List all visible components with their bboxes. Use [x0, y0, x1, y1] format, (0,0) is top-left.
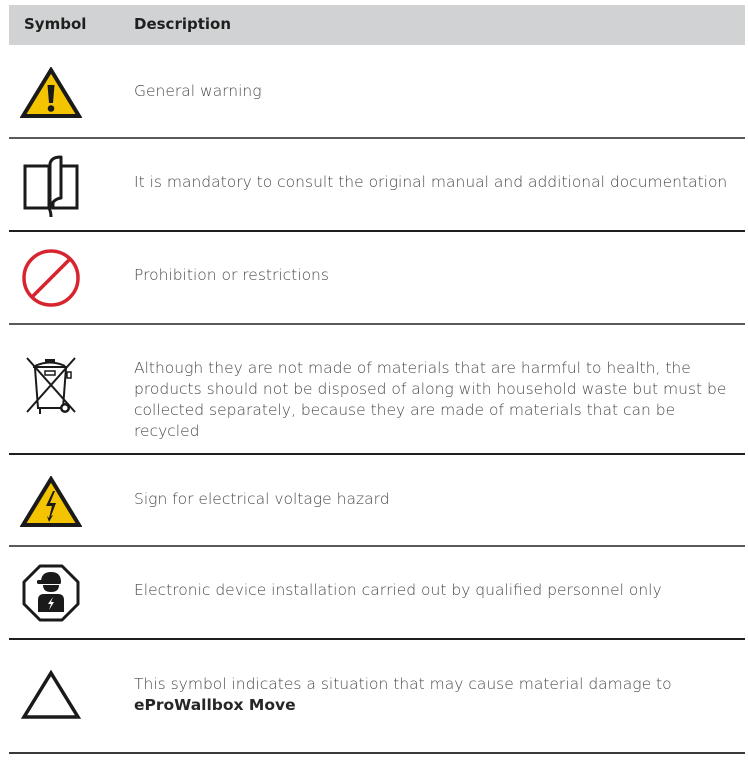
symbols-table: [9, 5, 745, 754]
row-description: General warning: [134, 82, 262, 100]
header-description: Description: [134, 15, 232, 33]
row-description: [134, 674, 737, 716]
row-description: Prohibition or restrictions: [134, 266, 329, 284]
table-row: [9, 455, 745, 547]
qualified-personnel-icon: [20, 563, 82, 623]
table-row: [9, 325, 745, 455]
row-description: It is mandatory to consult the original manual and additional documentation: [134, 173, 728, 191]
electrical-hazard-icon: [20, 475, 82, 529]
row-description: Although they are not made of materials that are harmful to health, the products should not be disposed of along with household waste but must be collected separately, because they are made of materials that can be recycled: [134, 359, 727, 440]
header-symbol: Symbol: [24, 15, 87, 33]
manual-book-icon: [20, 154, 82, 218]
row-description: Electronic device installation carried out by qualified personnel only: [134, 581, 662, 599]
description-text: This symbol indicates a situation that may cause material damage to: [134, 675, 672, 693]
material-damage-triangle-icon: [20, 668, 82, 722]
row-description: Sign for electrical voltage hazard: [134, 490, 390, 508]
table-header: [9, 5, 745, 45]
crossed-bin-weee-icon: [20, 355, 82, 421]
product-name: eProWallbox Move: [134, 696, 296, 714]
table-row: [9, 45, 745, 139]
table-row: [9, 640, 745, 754]
general-warning-icon: [20, 65, 82, 121]
prohibition-icon: [20, 248, 82, 308]
table-row: [9, 232, 745, 325]
table-row: [9, 547, 745, 640]
table-row: [9, 139, 745, 232]
